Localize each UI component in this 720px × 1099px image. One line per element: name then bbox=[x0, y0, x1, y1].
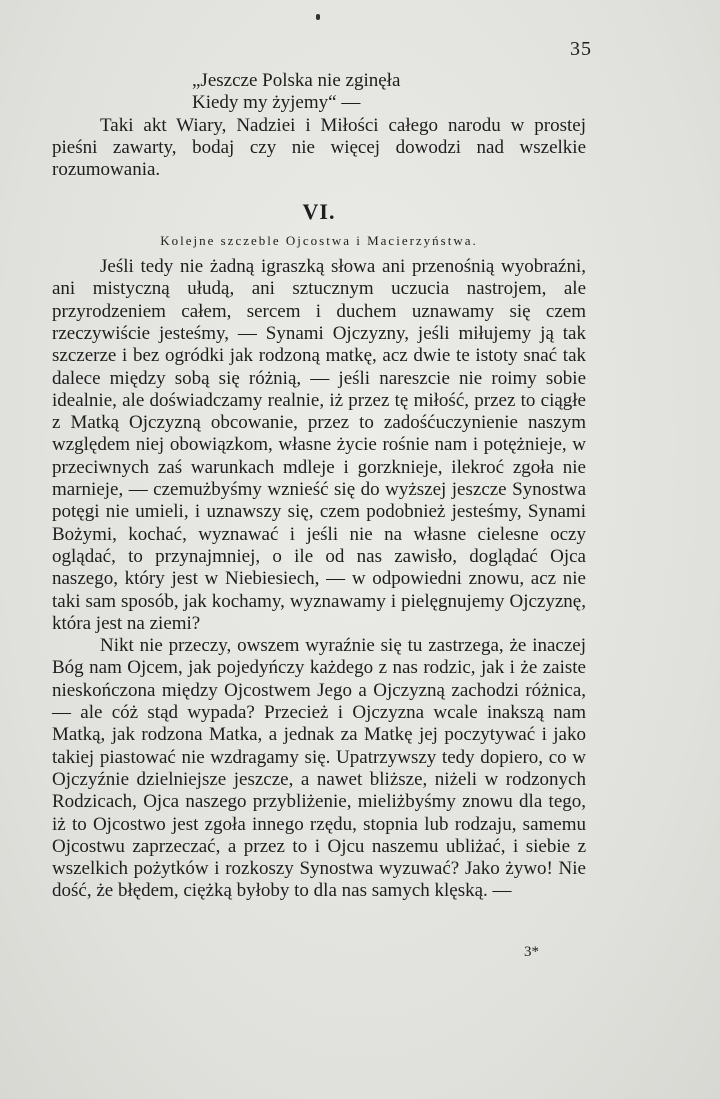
page-number: 35 bbox=[570, 38, 592, 60]
ink-speck bbox=[316, 14, 320, 20]
chapter-subtitle: Kolejne szczeble Ojcostwa i Macierzyństwa. bbox=[160, 232, 478, 248]
paragraph-1: Jeśli tedy nie żadną igraszką słowa ani przenośnią wyobraźni, ani mistyczną ułudą, ani sztucznym uczucia nastrojem, ale przyrodzeniem całem, sercem i duchem uznawamy się czem rzeczywiście jesteśmy, — Synami Ojczyzny, jeśli miłujemy ją tak szczerze i bez ogródki jak rodzoną matkę, acz dwie te istoty snać tak dalece między sobą się różnią, — jeśli nareszcie nie roimy sobie idealnie, ale doświadczamy realnie, iż przez tę miłość, przez to ciągłe z Matką Ojczyzną obcowanie, przez to zadośćuczynienie naszym względem niej obowiązkom, własne życie rośnie nam i potężnieje, w przeciwnych zaś warunkach mdleje i gorzknieje, ilekroć zgoła nie marnieje, — czemużbyśmy wznieść się do wyższej jeszcze Synostwa potęgi nie umieli, i uznawszy się, czem podobnież jesteśmy, Synami Bożymi, kochać, wyznawać i jeśli nie na własne cielesne oczy oglądać, to przynajmniej, o ile od nas zawisło, doglądać Ojca naszego, który jest w Niebiesiech, — w odpowiedni znowu, acz nie taki sam sposób, jak kochamy, wyznawamy i pielęgnujemy Ojczyznę, która jest na ziemi? bbox=[52, 256, 586, 634]
page-text bbox=[52, 70, 586, 903]
verse-line-1: „Jeszcze Polska nie zginęła bbox=[192, 70, 401, 91]
signature-mark: 3* bbox=[524, 944, 539, 960]
verse-line-2: Kiedy my żyjemy“ — bbox=[192, 92, 361, 114]
paragraph-2: Nikt nie przeczy, owszem wyraźnie się tu zastrzega, że inaczej Bóg nam Ojcem, jak pojedyńczy każdego z nas rodzic, jak i że zaiste nieskończona między Ojcostwem Jego a Ojczyzną zachodzi różnica, — ale cóż stąd wypada? Przecież i Ojczyzna wcale inakszą nam Matką, jak rodzona Matka, a jednak za Matkę jej poczytywać i jako takiej piastować nie wzdragamy się. Upatrzywszy tedy dopiero, co w Ojczyźnie dzielniejsze jeszcze, a nawet bliższe, niżeli w rodzonych Rodzicach, Ojca naszego przybliżenie, mieliżbyśmy znowu dla tego, iż to Ojcostwo jest zgoła innego rzędu, stopnia lub rodzaju, samemu Ojcostwu zaprzeczać, a przez to i Ojcu naszemu ubliżać, i siebie z wszelkich pożytków i rozkoszy Synostwa wyzuwać? Jako żywo! Nie dość, że błędem, ciężką byłoby to dla nas samych klęską. — bbox=[52, 635, 586, 902]
intro-paragraph: Taki akt Wiary, Nadziei i Miłości całego narodu w prostej pieśni zawarty, bodaj czy nie więcej dowodzi nad wszelkie rozumowania. bbox=[52, 114, 586, 181]
chapter-number: VI. bbox=[302, 199, 336, 225]
